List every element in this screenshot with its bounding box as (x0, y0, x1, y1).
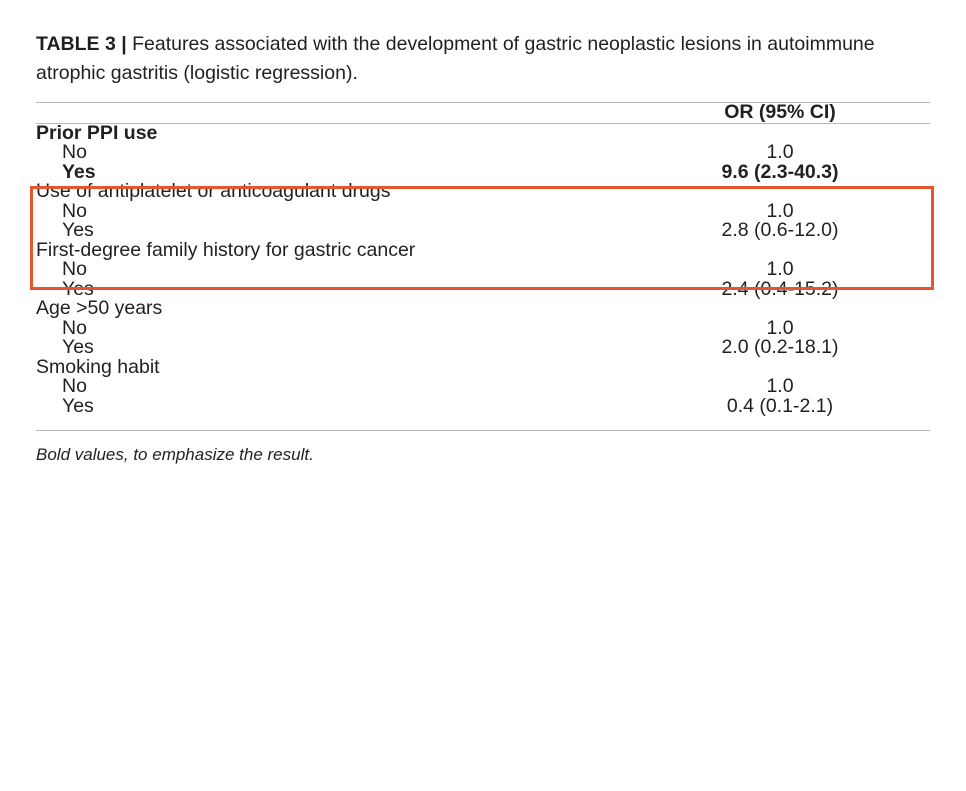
results-table-body (36, 121, 930, 417)
table-row (36, 221, 930, 241)
table-row (36, 260, 930, 280)
row-value: 1.0 (766, 258, 794, 280)
table-header-row (36, 103, 930, 123)
row-label: No (62, 199, 87, 222)
table-caption-text: Features associated with the development of gastric neoplastic lesions in autoimmune atrophic gastritis (logistic regression). (36, 33, 875, 84)
table-row (36, 397, 930, 417)
row-label: Age >50 years (36, 297, 163, 319)
row-value: 9.6 (2.3-40.3) (721, 160, 839, 183)
table-row (36, 182, 930, 202)
row-value: 1.0 (766, 316, 794, 339)
row-label: Yes (62, 277, 94, 300)
row-value (630, 182, 930, 202)
column-header-blank (36, 103, 630, 123)
table-row (36, 143, 930, 163)
row-value: 2.0 (0.2-18.1) (721, 336, 839, 358)
column-header-or: OR (95% CI) (724, 101, 836, 123)
results-table (36, 103, 930, 123)
table-row (36, 338, 930, 358)
row-value: 1.0 (766, 375, 794, 397)
row-value: 2.8 (0.6-12.0) (721, 219, 839, 241)
row-label: Use of antiplatelet or anticoagulant drugs (36, 180, 391, 202)
row-label: Smoking habit (36, 355, 160, 378)
row-label: No (62, 316, 87, 339)
row-label: Yes (62, 160, 96, 183)
row-label: Yes (62, 336, 94, 358)
table-row (36, 280, 930, 300)
row-value (630, 299, 930, 319)
table-footnote: Bold values, to emphasize the result. (36, 445, 314, 464)
row-label: No (62, 141, 87, 163)
row-value: 2.4 (0.4-15.2) (721, 277, 839, 300)
row-label: Yes (62, 394, 94, 417)
table-caption-separator: | (121, 33, 127, 55)
row-label: No (62, 375, 87, 397)
row-label: No (62, 258, 87, 280)
table-row (36, 124, 930, 144)
row-value: 1.0 (766, 199, 794, 222)
row-label: Prior PPI use (36, 121, 158, 144)
row-value: 0.4 (0.1-2.1) (726, 394, 834, 417)
table-row (36, 241, 930, 261)
table-row (36, 299, 930, 319)
table-row (36, 358, 930, 378)
table-row (36, 377, 930, 397)
table-caption (36, 30, 916, 88)
row-value: 1.0 (766, 141, 794, 163)
row-label: First-degree family history for gastric cancer (36, 238, 416, 261)
table-caption-label: TABLE 3 (36, 33, 116, 55)
row-label: Yes (62, 219, 94, 241)
